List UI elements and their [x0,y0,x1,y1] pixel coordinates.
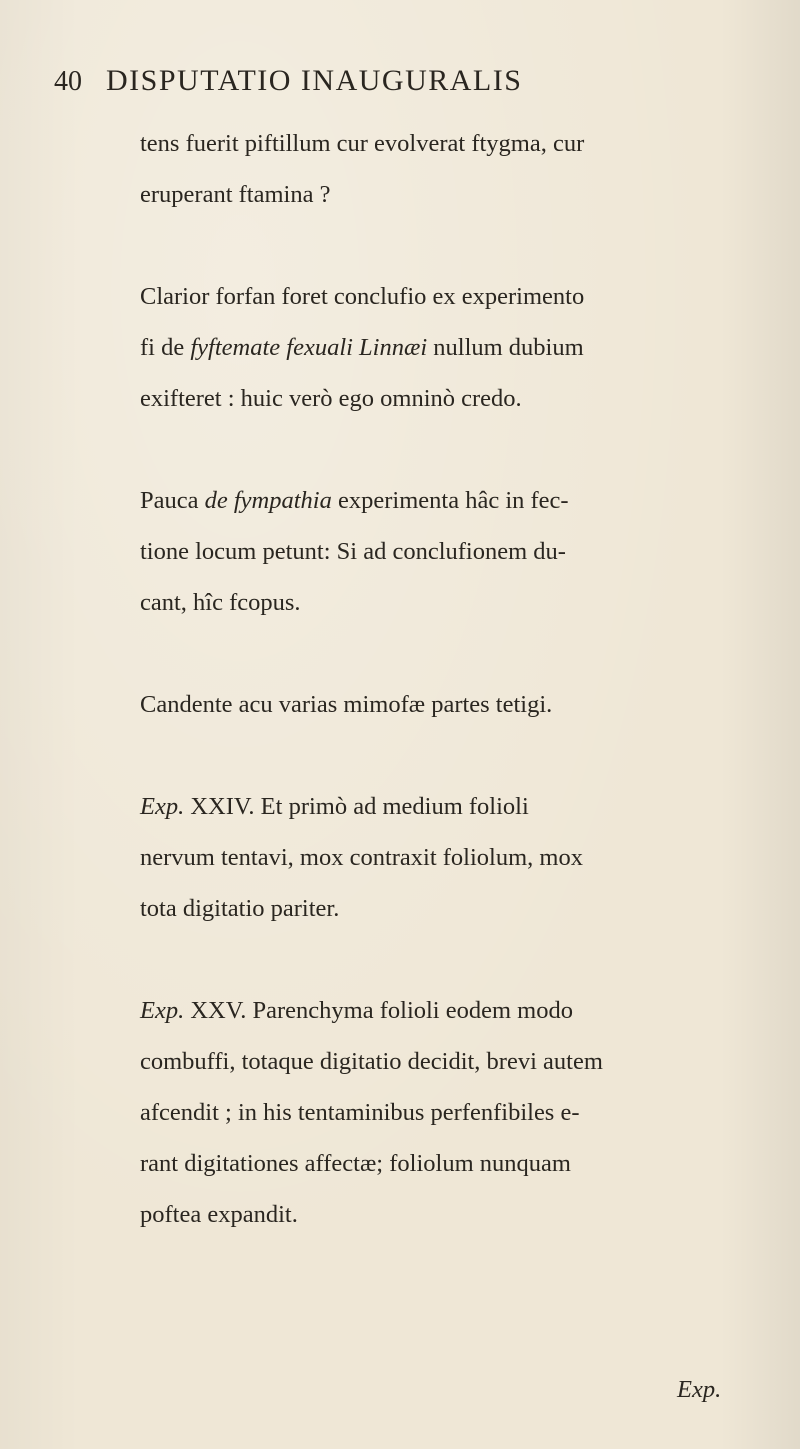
text-line [140,322,780,373]
text-fragment: tota digitatio pariter. [140,895,340,922]
text-line [140,781,780,832]
text-fragment: Candente acu varias mimofæ partes tetigi. [140,691,553,718]
text-fragment: combuffi, totaque digitatio decidit, brevi autem [140,1048,603,1075]
text-fragment: exifteret : huic verò ego omninò credo. [140,385,522,412]
text-fragment: Pauca [140,487,205,514]
text-fragment: XXIV. Et primò ad medium folioli [184,793,529,820]
text-line: eruperant ftamina ? [140,181,331,208]
text-fragment: afcendit ; in his tentaminibus perfenfibiles e- [140,1099,580,1126]
text-line: tens fuerit piftillum cur evolverat ftygma, cur [140,130,585,157]
italic-phrase: Exp. [140,793,185,820]
text-fragment: poftea expandit. [140,1201,298,1228]
text-fragment: XXV. Parenchyma folioli eodem modo [184,997,573,1024]
text-line [140,526,780,577]
text-line [140,1138,780,1189]
text-line [140,1087,780,1138]
text-fragment: Clarior forfan foret conclufio ex experimento [140,283,585,310]
text-fragment: tione locum petunt: Si ad conclufionem du- [140,538,566,565]
text-line [140,985,780,1036]
page-number: 40 [54,66,82,97]
italic-phrase: Exp. [140,997,185,1024]
running-head: DISPUTATIO INAUGURALIS [106,64,523,97]
text-fragment: nervum tentavi, mox contraxit foliolum, mox [140,844,583,871]
text-line [140,1189,780,1240]
text-fragment: rant digitationes affectæ; foliolum nunquam [140,1150,571,1177]
text-line [140,373,780,424]
text-line [140,271,780,322]
page-header [54,64,754,114]
text-fragment: cant, hîc fcopus. [140,589,301,616]
text-fragment: experimenta hâc in fec- [331,487,569,514]
text-line [140,577,780,628]
text-fragment: fi de [140,334,191,361]
text-line [140,679,780,730]
catchword: Exp. [677,1376,722,1403]
text-line [140,475,780,526]
italic-phrase: fyftemate fexuali Linnæi [190,334,428,361]
text-line [140,883,780,934]
text-line [140,832,780,883]
text-line [140,1036,780,1087]
text-fragment: nullum dubium [427,334,584,361]
italic-phrase: de fympathia [204,487,332,514]
body-text [140,118,780,1240]
